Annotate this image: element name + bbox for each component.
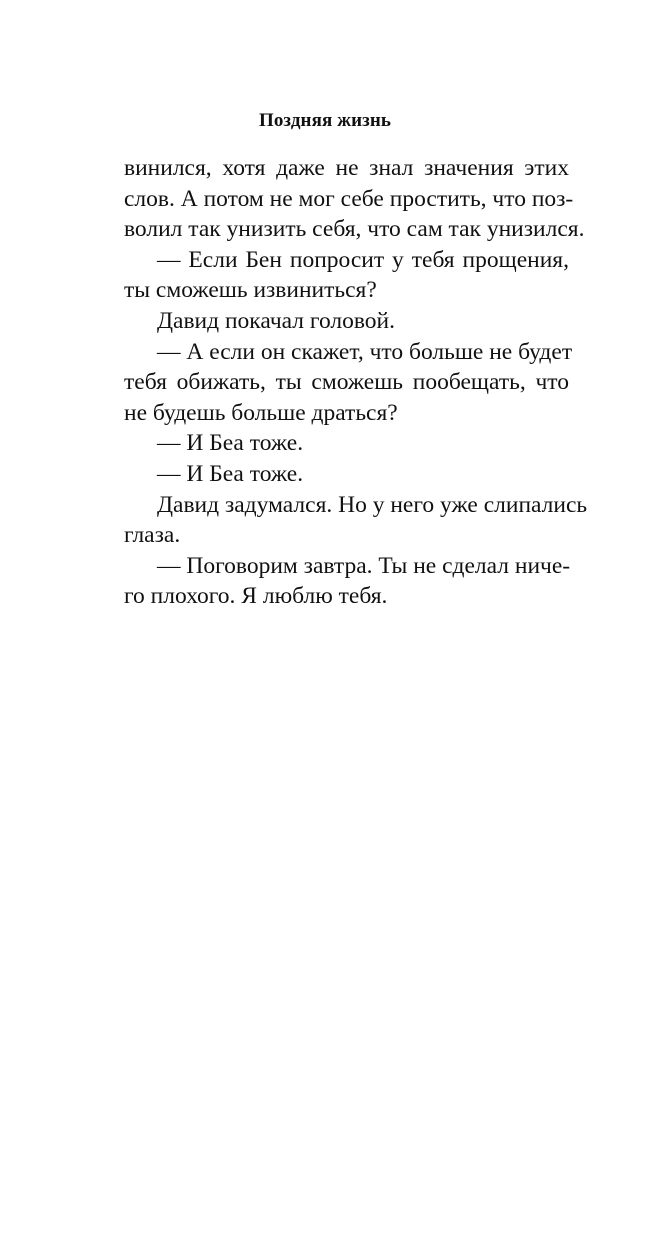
text-line: тебя обижать, ты сможешь пообещать, что [124,369,569,396]
text-line: — И Беа тоже. [157,460,304,487]
text-line: глаза. [124,522,181,549]
text-line: — А если он скажет, что больше не будет [157,338,573,365]
running-head: Поздняя жизнь [258,110,392,131]
text-line: не будешь больше драться? [124,399,398,426]
text-line: — Если Бен попросит у тебя прощения, [157,246,569,273]
text-line: — И Беа тоже. [157,430,304,457]
text-line: — Поговорим завтра. Ты не сделал ниче- [157,552,571,579]
text-line: Давид покачал головой. [157,307,396,334]
text-line: Давид задумался. Но у него уже слипались [157,491,588,518]
text-line: го плохого. Я люблю тебя. [124,583,388,610]
text-line: ты сможешь извиниться? [124,277,377,304]
body-text [124,153,588,612]
text-line: волил так унизить себя, что сам так унизился. [124,216,585,243]
text-line: слов. А потом не мог себе простить, что поз- [124,185,574,212]
text-line: винился, хотя даже не знал значения этих [124,155,569,181]
